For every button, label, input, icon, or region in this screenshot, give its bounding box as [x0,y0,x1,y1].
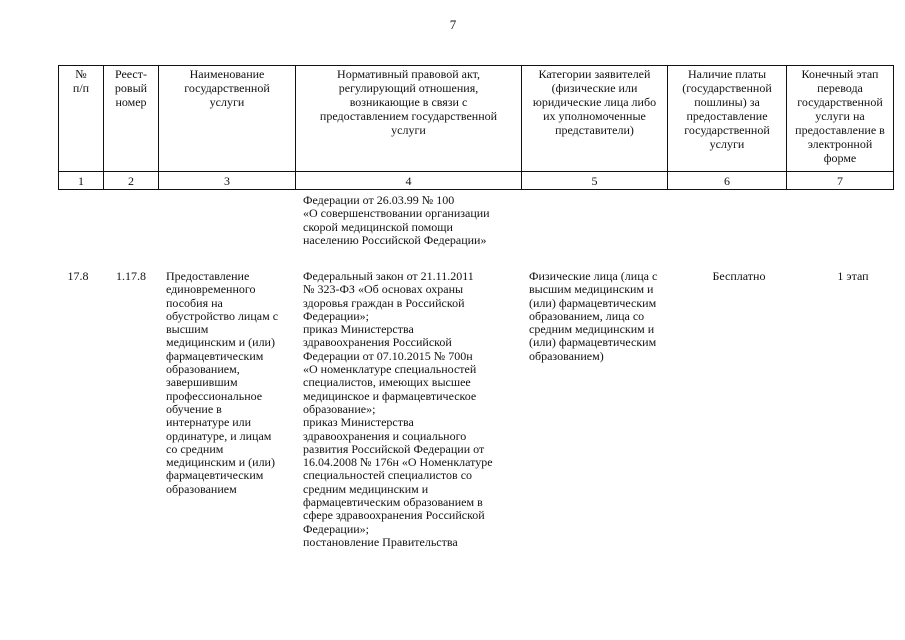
column-header-registry: Реест- ровый номер [104,66,159,172]
page-number: 7 [449,17,457,32]
row-applicants: Физические лица (лица с высшим медицинским и (или) фармацевтическим образованием, лица со средним медицинским и (или) фармацевтическим образованием) [529,269,658,363]
column-header-applicants: Категории заявителей (физические или юридические лица либо их уполномоченные представители) [522,66,668,172]
column-number-row [59,172,894,190]
column-number: 3 [159,172,296,190]
column-number: 5 [522,172,668,190]
row-service-name: Предоставление единовременного пособия на обустройство лицам с высшим медицинским и (или) фармацевтическим образованием, завершившим профессиональное обучение в интернатуре или ординатуре, и лицам со средним медицинским и (или) фармацевтическим образованием [166,269,279,496]
column-number: 4 [296,172,522,190]
row-registry-number: 1.17.8 [116,269,146,283]
row-final-stage: 1 этап [837,269,869,283]
row-legal-act: Федеральный закон от 21.11.2011 № 323-ФЗ «Об основах охраны здоровья граждан в Российской Федерации»; приказ Министерства здравоохранения Российской Федерации от 07.10.2015 № 700н «О номенклатуре специальностей специалистов, имеющих высшее медицинское и фармацевтическое образование»; приказ Министерства здравоохранения и социального развития Российской Федерации от 16.04.2008 № 176н «О Номенклатуре специальностей специалистов со средним медицинским и фармацевтическим образованием в сфере здравоохранения Российской Федерации»; постановление Правительства [303,269,493,549]
column-header-legal-act: Нормативный правовой акт, регулирующий отношения, возникающие в связи с предоставлением государственной услуги [296,66,522,172]
column-header-final-stage: Конечный этап перевода государственной услуги на предоставление в электронной форме [787,66,894,172]
row-number: 17.8 [67,269,89,283]
services-table-header [58,65,894,190]
column-header-fee: Наличие платы (государственной пошлины) за предоставление государственной услуги [668,66,787,172]
column-header-service-name: Наименование государственной услуги [159,66,296,172]
column-header-number: № п/п [59,66,104,172]
continuation-legal-act-text: Федерации от 26.03.99 № 100 «О совершенствовании организации скорой медицинской помощи населению Российской Федерации» [303,193,490,247]
row-fee: Бесплатно [712,269,766,283]
column-number: 7 [787,172,894,190]
column-header-row [59,66,894,172]
column-number: 1 [59,172,104,190]
column-number: 2 [104,172,159,190]
column-number: 6 [668,172,787,190]
